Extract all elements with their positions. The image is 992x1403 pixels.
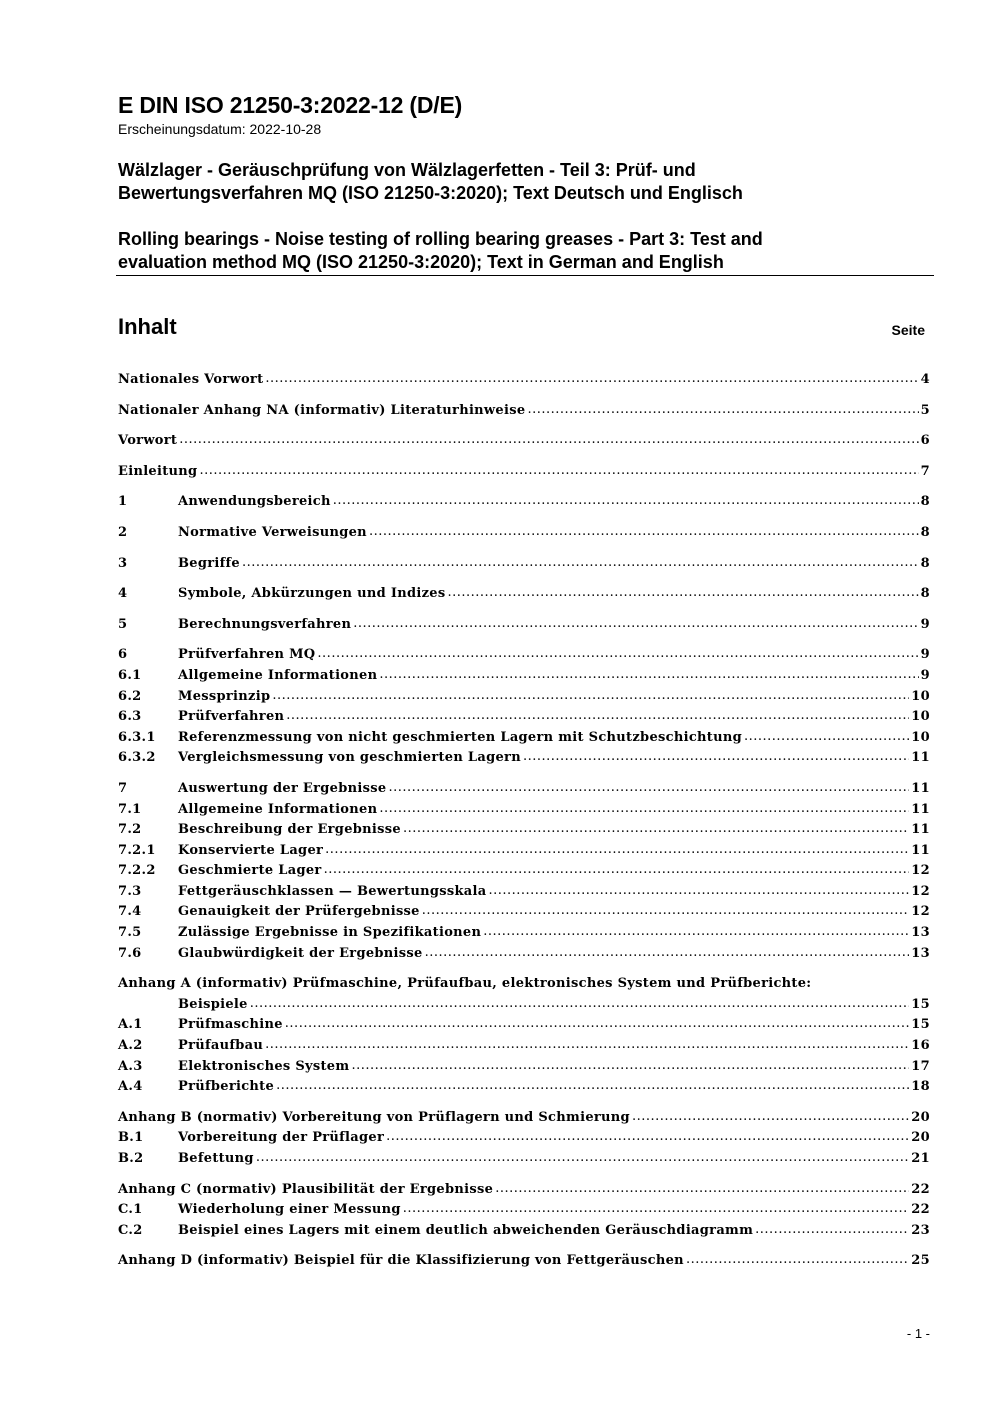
toc-entry-page: 9 xyxy=(920,616,930,632)
toc-entry-number: 1 xyxy=(118,494,128,510)
dot-leader xyxy=(386,1127,909,1148)
toc-entry-label: Anhang D (informativ) Beispiel für die Klassifizierung von Fettgeräuschen xyxy=(118,1253,684,1269)
dot-leader xyxy=(265,1035,909,1056)
toc-entry-label: Wiederholung einer Messung xyxy=(178,1202,401,1218)
toc-entry-number: 7.2 xyxy=(118,822,142,838)
toc-entry[interactable] xyxy=(118,584,930,605)
toc-entry-label: Nationaler Anhang NA (informativ) Literaturhinweise xyxy=(118,402,526,418)
dot-leader xyxy=(272,686,909,707)
toc-entry-number: 6.2 xyxy=(118,688,142,704)
toc-entry-label: Vorbereitung der Prüflager xyxy=(178,1130,385,1146)
toc-entry-number: A.4 xyxy=(118,1079,143,1095)
toc-entry[interactable] xyxy=(118,370,930,391)
toc-entry-number: B.1 xyxy=(118,1130,144,1146)
toc-entry-page: 18 xyxy=(911,1079,930,1095)
toc-entry-number: 6.3.1 xyxy=(118,729,156,745)
dot-leader xyxy=(403,819,909,840)
toc-entry[interactable] xyxy=(118,1149,930,1170)
toc-entry[interactable] xyxy=(118,995,930,1016)
title-german xyxy=(118,159,938,205)
dot-leader xyxy=(447,583,918,604)
dot-leader xyxy=(351,1056,909,1077)
title-english-line-2: evaluation method MQ (ISO 21250-3:2020); Text in German and English xyxy=(118,252,724,272)
toc-entry-number: 7.2.1 xyxy=(118,842,156,858)
toc-entry[interactable] xyxy=(118,707,930,728)
table-of-contents xyxy=(118,370,930,1272)
dot-leader xyxy=(483,922,909,943)
toc-entry[interactable] xyxy=(118,523,930,544)
dot-leader xyxy=(755,1220,909,1241)
toc-entry-label-continued: Beispiele xyxy=(178,996,248,1012)
dot-leader xyxy=(285,1014,910,1035)
toc-entry-label: Einleitung xyxy=(118,463,198,479)
toc-entry-label: Elektronisches System xyxy=(178,1058,350,1074)
toc-entry-label: Begriffe xyxy=(178,555,240,571)
toc-entry-label: Symbole, Abkürzungen und Indizes xyxy=(178,586,446,602)
toc-entry[interactable] xyxy=(118,666,930,687)
toc-entry-page: 6 xyxy=(920,433,930,449)
toc-entry-label: Vergleichsmessung von geschmierten Lagern xyxy=(178,750,521,766)
toc-entry-label: Beispiel eines Lagers mit einem deutlich abweichenden Geräuschdiagramm xyxy=(178,1222,754,1238)
toc-entry-page: 16 xyxy=(911,1038,930,1054)
dot-leader xyxy=(276,1076,909,1097)
title-english xyxy=(118,228,938,274)
dot-leader xyxy=(379,799,909,820)
toc-entry[interactable] xyxy=(118,492,930,513)
toc-entry-label: Prüfmaschine xyxy=(178,1017,283,1033)
dot-leader xyxy=(488,881,909,902)
toc-entry[interactable] xyxy=(118,1180,930,1201)
toc-entry-label: Anhang A (informativ) Prüfmaschine, Prüfaufbau, elektronisches System und Prüfberichte: xyxy=(118,976,812,992)
dot-leader xyxy=(286,706,909,727)
dot-leader xyxy=(179,430,918,451)
document-id: E DIN ISO 21250-3:2022-12 (D/E) xyxy=(118,92,463,118)
toc-entry-page: 20 xyxy=(911,1130,930,1146)
dot-leader xyxy=(353,614,918,635)
toc-entry-number: 7.4 xyxy=(118,904,142,920)
dot-leader xyxy=(317,644,918,665)
toc-entry-page: 22 xyxy=(911,1181,930,1197)
toc-entry-label: Auswertung der Ergebnisse xyxy=(178,780,387,796)
toc-entry-page: 5 xyxy=(920,402,930,418)
dot-leader xyxy=(425,943,910,964)
toc-entry-page: 25 xyxy=(911,1253,930,1269)
toc-entry-number: 2 xyxy=(118,524,128,540)
toc-entry-page: 4 xyxy=(920,372,930,387)
title-english-line-1: Rolling bearings - Noise testing of rolling bearing greases - Part 3: Test and xyxy=(118,229,763,249)
toc-entry[interactable] xyxy=(118,1128,930,1149)
toc-entry-number: A.1 xyxy=(118,1017,143,1033)
toc-entry-label: Nationales Vorwort xyxy=(118,372,264,387)
toc-entry-number: 6 xyxy=(118,647,128,663)
toc-entry-page: 7 xyxy=(920,463,930,479)
toc-entry-page: 12 xyxy=(911,883,930,899)
toc-entry[interactable] xyxy=(118,861,930,882)
toc-entry-label: Prüfverfahren xyxy=(178,709,285,725)
dot-leader xyxy=(256,1148,909,1169)
toc-entry-page: 13 xyxy=(911,945,930,961)
dot-leader xyxy=(527,400,918,421)
toc-entry[interactable] xyxy=(118,820,930,841)
toc-entry-label: Normative Verweisungen xyxy=(178,524,367,540)
toc-entry[interactable] xyxy=(118,1200,930,1221)
toc-entry-label: Konservierte Lager xyxy=(178,842,324,858)
toc-entry-page: 10 xyxy=(911,688,930,704)
toc-entry[interactable] xyxy=(118,1036,930,1057)
dot-leader xyxy=(379,665,918,686)
dot-leader xyxy=(632,1107,909,1128)
toc-entry-page: 23 xyxy=(911,1222,930,1238)
toc-entry-page: 21 xyxy=(911,1151,930,1166)
toc-entry[interactable] xyxy=(118,1108,930,1129)
toc-entry-page: 8 xyxy=(920,555,930,571)
toc-entry-page: 11 xyxy=(911,780,930,796)
toc-entry[interactable] xyxy=(118,902,930,923)
toc-entry-page: 12 xyxy=(911,904,930,920)
dot-leader xyxy=(744,727,909,748)
toc-entry-number: C.1 xyxy=(118,1202,143,1218)
toc-entry[interactable] xyxy=(118,748,930,769)
toc-entry-page: 11 xyxy=(911,842,930,858)
toc-entry-page: 17 xyxy=(911,1058,930,1074)
toc-entry-page: 11 xyxy=(911,750,930,766)
page-number: - 1 - xyxy=(906,1326,930,1341)
toc-entry-page: 11 xyxy=(911,801,930,817)
toc-entry-label: Vorwort xyxy=(118,433,178,449)
toc-entry-label: Zulässige Ergebnisse in Spezifikationen xyxy=(178,925,482,941)
toc-entry-page: 13 xyxy=(911,925,930,941)
toc-entry-number: B.2 xyxy=(118,1151,144,1166)
dot-leader xyxy=(265,369,918,390)
toc-entry-number: A.2 xyxy=(118,1038,143,1054)
toc-entry-label: Messprinzip xyxy=(178,688,271,704)
page-column-label: Seite xyxy=(891,322,925,338)
toc-entry-label: Anwendungsbereich xyxy=(178,494,331,510)
toc-entry[interactable] xyxy=(118,1251,930,1272)
toc-entry-number: 7.3 xyxy=(118,883,142,899)
dot-leader xyxy=(422,901,910,922)
toc-entry-page: 10 xyxy=(911,709,930,725)
toc-entry[interactable] xyxy=(118,1057,930,1078)
dot-leader xyxy=(333,491,919,512)
toc-entry[interactable] xyxy=(118,554,930,575)
toc-entry[interactable] xyxy=(118,687,930,708)
toc-entry-number: 6.3.2 xyxy=(118,750,156,766)
toc-entry-label: Allgemeine Informationen xyxy=(178,801,378,817)
toc-entry-page: 12 xyxy=(911,863,930,879)
toc-entry-label: Prüfverfahren MQ xyxy=(178,647,316,663)
toc-entry-number: 6.1 xyxy=(118,667,142,683)
toc-entry[interactable] xyxy=(118,728,930,749)
toc-entry-label: Referenzmessung von nicht geschmierten Lagern mit Schutzbeschichtung xyxy=(178,729,742,745)
dot-leader xyxy=(199,461,918,482)
toc-heading: Inhalt xyxy=(118,314,177,339)
toc-entry[interactable] xyxy=(118,882,930,903)
toc-entry-page: 22 xyxy=(911,1202,930,1218)
toc-entry[interactable] xyxy=(118,1221,930,1242)
toc-entry[interactable] xyxy=(118,779,930,800)
dot-leader xyxy=(325,840,909,861)
toc-entry-label: Prüfberichte xyxy=(178,1079,275,1095)
dot-leader xyxy=(388,778,909,799)
toc-entry[interactable] xyxy=(118,1077,930,1098)
toc-entry-number: 7.1 xyxy=(118,801,142,817)
toc-entry-page: 8 xyxy=(920,494,930,510)
toc-entry-page: 15 xyxy=(911,996,930,1012)
toc-entry-page: 20 xyxy=(911,1109,930,1125)
dot-leader xyxy=(686,1250,909,1271)
toc-entry-label: Allgemeine Informationen xyxy=(178,667,378,683)
toc-entry[interactable] xyxy=(118,944,930,965)
toc-entry[interactable] xyxy=(118,462,930,483)
toc-entry-label: Anhang C (normativ) Plausibilität der Ergebnisse xyxy=(118,1181,494,1197)
toc-entry-number: A.3 xyxy=(118,1058,143,1074)
toc-entry[interactable] xyxy=(118,431,930,452)
toc-entry-annex-a-heading[interactable] xyxy=(118,974,930,995)
toc-entry-page: 10 xyxy=(911,729,930,745)
dot-leader xyxy=(242,553,919,574)
toc-entry-page: 11 xyxy=(911,822,930,838)
toc-entry-page: 8 xyxy=(920,586,930,602)
toc-entry-page: 15 xyxy=(911,1017,930,1033)
toc-entry-page: 9 xyxy=(920,667,930,683)
toc-entry[interactable] xyxy=(118,615,930,636)
toc-entry-number: 7.5 xyxy=(118,925,142,941)
toc-entry[interactable] xyxy=(118,401,930,422)
toc-entry-label: Glaubwürdigkeit der Ergebnisse xyxy=(178,945,423,961)
toc-entry[interactable] xyxy=(118,800,930,821)
toc-entry-number: 7 xyxy=(118,780,128,796)
toc-entry-label: Befettung xyxy=(178,1151,254,1166)
toc-entry-label: Geschmierte Lager xyxy=(178,863,322,879)
toc-entry-number: 7.6 xyxy=(118,945,142,961)
toc-entry[interactable] xyxy=(118,923,930,944)
title-german-line-1: Wälzlager - Geräuschprüfung von Wälzlagerfetten - Teil 3: Prüf- und xyxy=(118,160,696,180)
toc-entry-label: Prüfaufbau xyxy=(178,1038,264,1054)
toc-entry-label: Anhang B (normativ) Vorbereitung von Prüflagern und Schmierung xyxy=(118,1109,630,1125)
toc-entry-number: 3 xyxy=(118,555,128,571)
toc-entry-number: 4 xyxy=(118,586,128,602)
toc-entry[interactable] xyxy=(118,1015,930,1036)
toc-entry-label: Genauigkeit der Prüfergebnisse xyxy=(178,904,420,920)
toc-entry-page: 9 xyxy=(920,647,930,663)
toc-entry-number: C.2 xyxy=(118,1222,143,1238)
dot-leader xyxy=(250,994,910,1015)
toc-entry-label: Berechnungsverfahren xyxy=(178,616,352,632)
dot-leader xyxy=(369,522,919,543)
title-german-line-2: Bewertungsverfahren MQ (ISO 21250-3:2020); Text Deutsch und Englisch xyxy=(118,183,743,203)
toc-entry-number: 6.3 xyxy=(118,709,142,725)
publication-date: Erscheinungsdatum: 2022-10-28 xyxy=(118,121,322,137)
dot-leader xyxy=(324,860,910,881)
toc-entry-number: 7.2.2 xyxy=(118,863,156,879)
toc-entry[interactable] xyxy=(118,841,930,862)
toc-entry-number: 5 xyxy=(118,616,128,632)
toc-entry-label: Fettgeräuschklassen — Bewertungsskala xyxy=(178,883,487,899)
toc-entry-page: 8 xyxy=(920,524,930,540)
dot-leader xyxy=(495,1179,909,1200)
header-divider xyxy=(116,275,934,276)
toc-entry-label: Beschreibung der Ergebnisse xyxy=(178,822,401,838)
toc-entry[interactable] xyxy=(118,645,930,666)
dot-leader xyxy=(523,747,909,768)
dot-leader xyxy=(403,1199,910,1220)
